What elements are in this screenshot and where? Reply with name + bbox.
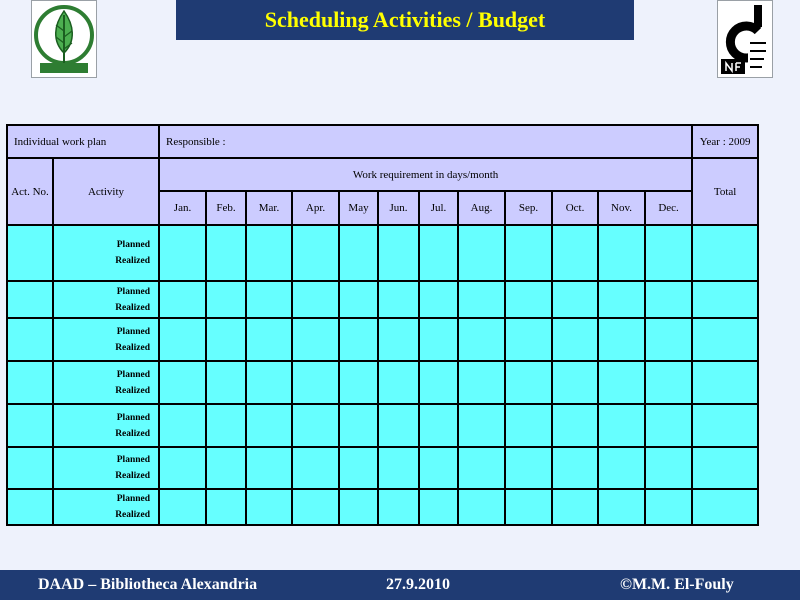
month-cell[interactable] [378,447,419,489]
act-no-header: Act. No. [7,158,53,225]
month-cell[interactable] [419,404,458,447]
month-cell[interactable] [645,318,692,361]
activity-cell[interactable] [53,225,159,281]
month-cell[interactable] [246,361,292,404]
planned-label: Planned [116,286,151,297]
act-no-cell[interactable] [7,447,53,489]
table-row [7,361,758,404]
nrc-logo [717,0,773,78]
gtz-nrc-logo [31,0,97,78]
month-cell[interactable] [159,404,206,447]
month-cell[interactable] [292,489,339,525]
month-cell[interactable] [552,489,598,525]
month-header: Aug. [458,191,505,225]
month-cell[interactable] [206,225,246,281]
total-cell[interactable] [692,225,758,281]
month-cell[interactable] [598,318,645,361]
month-cell[interactable] [505,318,552,361]
month-cell[interactable] [598,404,645,447]
month-cell[interactable] [552,361,598,404]
total-cell[interactable] [692,318,758,361]
month-header: Feb. [206,191,246,225]
month-cell[interactable] [339,281,378,318]
realized-label: Realized [115,428,151,439]
month-header: Mar. [246,191,292,225]
planned-label: Planned [116,240,151,250]
month-cell[interactable] [598,361,645,404]
month-cell[interactable] [419,361,458,404]
month-cell[interactable] [598,447,645,489]
month-cell[interactable] [292,361,339,404]
month-cell[interactable] [378,489,419,525]
realized-label: Realized [115,510,151,520]
table-row [7,281,758,318]
act-no-cell[interactable] [7,281,53,318]
month-cell[interactable] [552,447,598,489]
slide-footer [0,570,800,600]
month-header: Oct. [552,191,598,225]
table-row [7,318,758,361]
month-cell[interactable] [505,225,552,281]
table-row [7,489,758,525]
footer-left: DAAD – Bibliotheca Alexandria [38,576,258,593]
activity-cell[interactable] [53,318,159,361]
month-cell[interactable] [458,404,505,447]
total-header: Total [692,158,758,225]
month-cell[interactable] [159,361,206,404]
month-cell[interactable] [206,318,246,361]
month-cell[interactable] [292,318,339,361]
slide-title [176,0,634,40]
month-cell[interactable] [339,318,378,361]
month-cell[interactable] [206,404,246,447]
work-plan-table [6,124,759,526]
month-header: Jun. [378,191,419,225]
month-cell[interactable] [419,489,458,525]
month-cell[interactable] [246,447,292,489]
month-cell[interactable] [598,225,645,281]
flask-logo-icon [718,1,772,77]
planned-label: Planned [116,494,151,504]
month-cell[interactable] [598,281,645,318]
footer-date: 27.9.2010 [386,576,450,593]
month-cell[interactable] [505,447,552,489]
month-cell[interactable] [206,281,246,318]
activity-header: Activity [53,158,159,225]
act-no-cell[interactable] [7,489,53,525]
month-cell[interactable] [552,404,598,447]
month-cell[interactable] [246,404,292,447]
month-cell[interactable] [378,361,419,404]
month-cell[interactable] [645,489,692,525]
month-cell[interactable] [292,447,339,489]
planned-label: Planned [116,455,151,465]
planned-label: Planned [116,326,151,337]
month-cell[interactable] [339,404,378,447]
activity-cell[interactable] [53,281,159,318]
month-cell[interactable] [552,318,598,361]
realized-label: Realized [115,342,151,353]
total-cell[interactable] [692,404,758,447]
month-cell[interactable] [458,447,505,489]
month-cell[interactable] [246,489,292,525]
month-cell[interactable] [505,404,552,447]
month-cell[interactable] [292,281,339,318]
realized-label: Realized [115,385,151,396]
month-cell[interactable] [246,225,292,281]
month-cell[interactable] [552,281,598,318]
month-header: May [339,191,378,225]
month-cell[interactable] [552,225,598,281]
month-cell[interactable] [505,281,552,318]
act-no-cell[interactable] [7,318,53,361]
month-cell[interactable] [419,447,458,489]
month-cell[interactable] [246,281,292,318]
month-cell[interactable] [458,318,505,361]
month-cell[interactable] [645,225,692,281]
month-cell[interactable] [339,361,378,404]
planned-label: Planned [116,412,151,423]
month-header: Apr. [292,191,339,225]
table-row [7,225,758,281]
month-header: Dec. [645,191,692,225]
month-header: Jan. [159,191,206,225]
table-row [7,447,758,489]
act-no-cell[interactable] [7,361,53,404]
month-cell[interactable] [458,361,505,404]
footer-copyright: ©M.M. El-Fouly [620,576,734,593]
tree-logo-icon [32,1,96,77]
month-cell[interactable] [159,281,206,318]
individual-work-plan-cell: Individual work plan [7,125,159,158]
total-cell[interactable] [692,447,758,489]
total-cell[interactable] [692,489,758,525]
realized-label: Realized [115,256,151,266]
month-cell[interactable] [645,361,692,404]
planned-label: Planned [116,369,151,380]
month-header: Sep. [505,191,552,225]
activity-cell[interactable] [53,447,159,489]
total-cell[interactable] [692,281,758,318]
month-cell[interactable] [419,225,458,281]
month-cell[interactable] [505,489,552,525]
month-cell[interactable] [645,281,692,318]
activity-cell[interactable] [53,361,159,404]
month-cell[interactable] [419,281,458,318]
month-cell[interactable] [458,281,505,318]
month-header: Jul. [419,191,458,225]
month-cell[interactable] [339,447,378,489]
table-row [7,404,758,447]
slide-title-text: Scheduling Activities / Budget [264,7,546,32]
month-cell[interactable] [645,447,692,489]
month-cell[interactable] [458,225,505,281]
realized-label: Realized [115,471,151,481]
realized-label: Realized [115,302,151,313]
month-cell[interactable] [505,361,552,404]
year-cell: Year : 2009 [692,125,758,158]
activity-cell[interactable] [53,404,159,447]
total-cell[interactable] [692,361,758,404]
month-cell[interactable] [598,489,645,525]
act-no-cell[interactable] [7,225,53,281]
act-no-cell[interactable] [7,404,53,447]
month-cell[interactable] [378,225,419,281]
work-requirement-header: Work requirement in days/month [159,158,692,191]
month-cell[interactable] [206,361,246,404]
month-cell[interactable] [339,225,378,281]
month-cell[interactable] [159,225,206,281]
month-cell[interactable] [645,404,692,447]
activity-cell[interactable] [53,489,159,525]
month-cell[interactable] [292,225,339,281]
month-cell[interactable] [206,489,246,525]
month-cell[interactable] [378,281,419,318]
month-cell[interactable] [159,447,206,489]
month-cell[interactable] [378,318,419,361]
month-cell[interactable] [246,318,292,361]
month-cell[interactable] [159,318,206,361]
month-cell[interactable] [458,489,505,525]
month-cell[interactable] [292,404,339,447]
month-header: Nov. [598,191,645,225]
responsible-cell: Responsible : [159,125,692,158]
month-cell[interactable] [378,404,419,447]
month-cell[interactable] [339,489,378,525]
month-cell[interactable] [159,489,206,525]
month-cell[interactable] [206,447,246,489]
month-cell[interactable] [419,318,458,361]
